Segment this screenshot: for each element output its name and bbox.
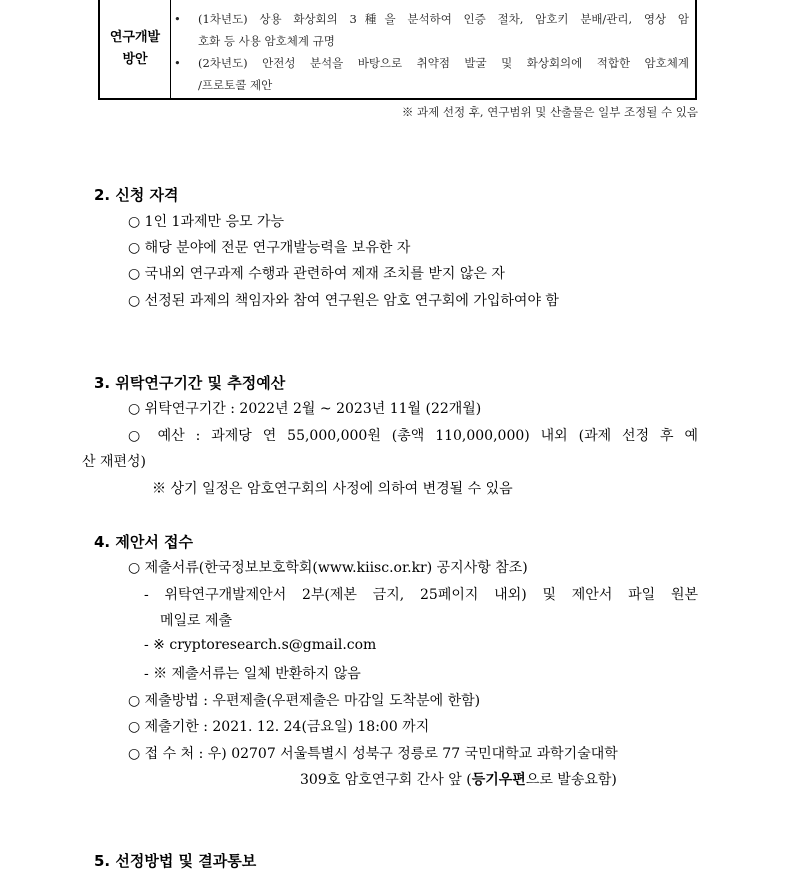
section-2-item-4: ○ 선정된 과제의 책임자와 참여 연구원은 암호 연구회에 가입하여야 함	[128, 293, 559, 309]
section-3-budget-line1: ○ 예산 : 과제당 연 55,000,000원 (총액 110,000,000) 내외 (과제 선정 후 예	[128, 428, 698, 444]
rd-plan-item-1	[172, 8, 689, 52]
section-2-item-2: ○ 해당 분야에 전문 연구개발능력을 보유한 자	[128, 240, 411, 256]
section-4-sub3: - ※ 제출서류는 일체 반환하지 않음	[144, 666, 361, 682]
section-4-address-line1: ○ 접 수 처 : 우) 02707 서울특별시 성북구 정릉로 77 국민대학교 과학기술대학	[128, 746, 618, 762]
rd-plan-label-line1: 연구개발	[109, 30, 161, 45]
section-2-item-1: ○ 1인 1과제만 응모 가능	[128, 214, 285, 230]
section-4-sub1-line2: 메일로 제출	[160, 613, 233, 629]
section-4-address-line2	[300, 769, 617, 789]
rd-plan-note: ※ 과제 선정 후, 연구범위 및 산출물은 일부 조정될 수 있음	[401, 105, 698, 119]
rd-plan-label	[100, 0, 171, 98]
rd-plan-item-2-line2: /프로토콜 제안	[198, 78, 273, 92]
section-4-deadline: ○ 제출기한 : 2021. 12. 24(금요일) 18:00 까지	[128, 719, 430, 735]
rd-plan-label-line2: 방안	[122, 52, 148, 67]
section-5-title: 5. 선정방법 및 결과통보	[94, 852, 257, 870]
rd-plan-item-1-line2: 호화 등 사용 암호체계 규명	[198, 34, 335, 48]
rd-plan-table	[98, 0, 697, 100]
section-4-sub1-line1: - 위탁연구개발제안서 2부(제본 금지, 25페이지 내외) 및 제안서 파일 원본	[144, 587, 698, 603]
section-4-sub2: - ※ cryptoresearch.s@gmail.com	[144, 637, 377, 653]
section-4-docs: ○ 제출서류(한국정보보호학회(www.kiisc.or.kr) 공지사항 참조)	[128, 560, 528, 576]
rd-plan-item-1-line1: (1차년도) 상용 화상회의 3種을 분석하여 인증 절차, 암호키 분배/관리, 영상 암	[198, 12, 689, 26]
section-4-method: ○ 제출방법 : 우편제출(우편제출은 마감일 도착분에 한함)	[128, 693, 481, 709]
address-line2-pre: 309호 암호연구회 간사 앞 (	[300, 772, 472, 788]
section-3-period: ○ 위탁연구기간 : 2022년 2월 ~ 2023년 11월 (22개월)	[128, 401, 482, 417]
section-2-item-3: ○ 국내외 연구과제 수행과 관련하여 제재 조치를 받지 않은 자	[128, 266, 505, 282]
rd-plan-item-2	[172, 52, 689, 96]
section-2-title: 2. 신청 자격	[94, 186, 179, 204]
registered-mail-emphasis: 등기우편	[471, 772, 526, 788]
section-3-note: ※ 상기 일정은 암호연구회의 사정에 의하여 변경될 수 있음	[152, 481, 513, 497]
section-4-title: 4. 제안서 접수	[94, 533, 194, 551]
rd-plan-content	[172, 0, 689, 96]
bullet-icon: •	[174, 56, 181, 70]
section-3-title: 3. 위탁연구기간 및 추정예산	[94, 374, 286, 392]
rd-plan-item-2-line1: (2차년도) 안전성 분석을 바탕으로 취약점 발굴 및 화상회의에 적합한 암호체계	[198, 56, 689, 70]
section-3-budget-line2: 산 재편성)	[82, 454, 147, 470]
bullet-icon: •	[174, 12, 181, 26]
address-line2-post: 으로 발송요함)	[525, 772, 617, 788]
